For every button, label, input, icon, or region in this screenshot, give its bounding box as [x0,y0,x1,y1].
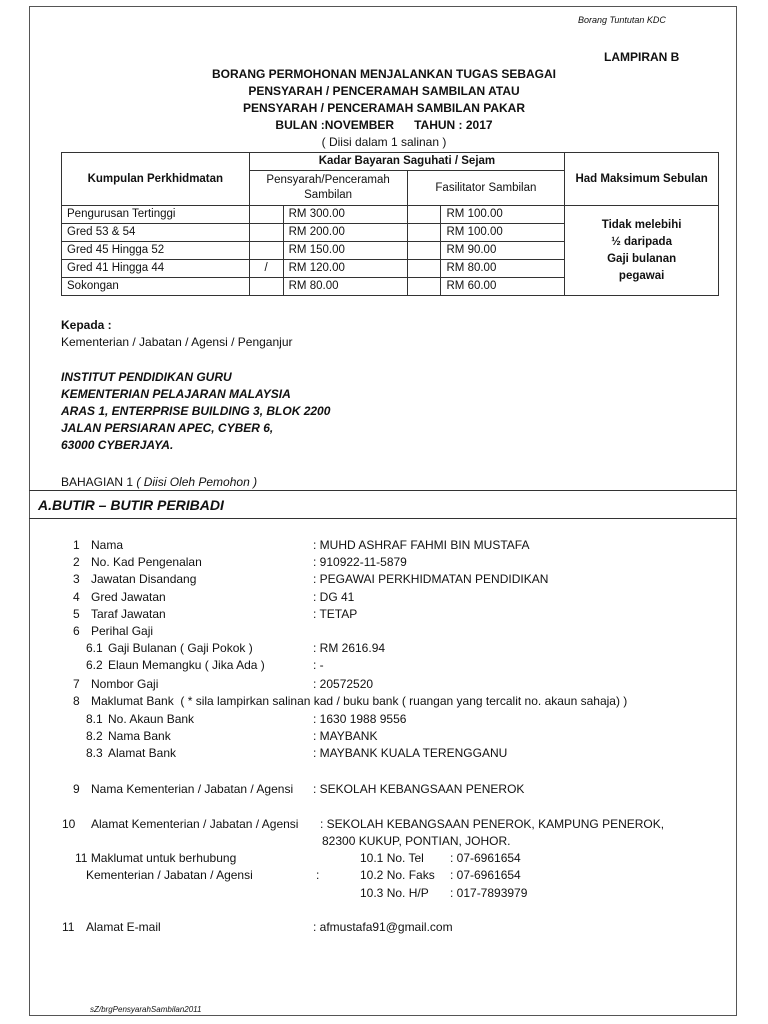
contact-item-label: No. Tel [386,851,424,865]
field-label: Gaji Bulanan ( Gaji Pokok ) [108,641,253,655]
lecturer-rate-cell: RM 150.00 [283,242,407,260]
contact-label-1: Maklumat untuk berhubung [90,851,237,865]
field-4 [73,590,166,604]
field-6 [73,624,154,638]
field-value: : MUHD ASHRAF FAHMI BIN MUSTAFA [313,538,530,552]
form-name: Borang Tuntutan KDC [578,15,666,25]
bahagian-text: BAHAGIAN 1 [61,475,137,489]
col-lecturer-header: Pensyarah/Penceramah Sambilan [249,171,407,206]
field-num: 6 [73,624,80,638]
field-value: : SEKOLAH KEBANGSAAN PENEROK, KAMPUNG PENEROK, [320,817,665,831]
field-num: 1 [73,538,80,552]
field-num: 7 [73,677,80,691]
contact-item-num: 10.3 [360,886,384,900]
field-value: : 1630 1988 9556 [313,712,407,726]
field-value: : 20572520 [313,677,374,691]
max-line-4: pegawai [618,269,665,282]
col-max-header: Had Maksimum Sebulan [565,153,719,206]
mark2-cell [407,224,441,242]
field-value: : DG 41 [313,590,355,604]
facilitator-rate-cell: RM 90.00 [441,242,565,260]
kepada-label: Kepada : [61,318,112,332]
field-label: No. Kad Pengenalan [91,555,202,569]
email-num: 11 [62,920,75,934]
address-line: INSTITUT PENDIDIKAN GURU [61,370,232,384]
contact-fax [360,868,521,882]
field-num: 6.1 [86,641,103,655]
field-value: : SEKOLAH KEBANGSAAN PENEROK [313,782,525,796]
bahagian-label [61,475,257,489]
field-label: No. Akaun Bank [108,712,195,726]
field-3 [73,572,197,586]
form-title [0,66,768,151]
address-line: JALAN PERSIARAN APEC, CYBER 6, [61,421,274,435]
contact-item-label: No. Faks [386,868,435,882]
field-8 [73,694,628,708]
contact-colon: : [316,868,320,882]
mark-cell [249,242,283,260]
table-row [62,206,719,224]
field-8-3 [86,746,177,760]
lecturer-rate-cell: RM 120.00 [283,260,407,278]
field-label: Jawatan Disandang [91,572,197,586]
contact-item-label: No. H/P [386,886,429,900]
title-line-3: PENSYARAH / PENCERAMAH SAMBILAN PAKAR [242,101,526,115]
field-9 [73,782,294,796]
field-num: 6.2 [86,658,103,672]
facilitator-rate-cell: RM 100.00 [441,206,565,224]
col-group-header: Kumpulan Perkhidmatan [62,153,250,206]
field-label: Maklumat Bank ( * sila lampirkan salinan kad / buku bank ( ruangan yang tercalit no. akaun sahaja) ) [91,694,628,708]
recipient-line: Kementerian / Jabatan / Agensi / Penganjur [61,335,293,349]
contact-item-value: : 07-6961654 [450,868,521,882]
mark-cell [249,278,283,296]
field-10 [62,817,299,831]
field-value: : 910922-11-5879 [313,555,407,569]
field-label: Taraf Jawatan [91,607,166,621]
field-num: 8.1 [86,712,103,726]
section-title: A.BUTIR – BUTIR PERIBADI [38,497,224,513]
max-line-2: ½ daripada [611,235,672,248]
field-7 [73,677,159,691]
field-1 [73,538,124,552]
email-value: : afmustafa91@gmail.com [313,920,453,934]
contact-item-value: : 07-6961654 [450,851,521,865]
field-num: 3 [73,572,80,586]
mark2-cell [407,206,441,224]
group-cell: Gred 41 Hingga 44 [62,260,250,278]
bahagian-note: ( Diisi Oleh Pemohon ) [136,475,258,489]
email-field [62,920,161,934]
field-num: 2 [73,555,80,569]
lecturer-rate-cell: RM 80.00 [283,278,407,296]
field-label: Gred Jawatan [91,590,166,604]
contact-tel [360,851,521,865]
field-label: Perihal Gaji [91,624,154,638]
mark2-cell [407,278,441,296]
address-line: 63000 CYBERJAYA. [61,438,174,452]
group-cell: Pengurusan Tertinggi [62,206,250,224]
mark2-cell [407,242,441,260]
footer-code: sZ/brgPensyarahSambilan2011 [90,1005,202,1014]
mark-cell [249,206,283,224]
field-8-1 [86,712,195,726]
title-line-2: PENSYARAH / PENCERAMAH SAMBILAN ATAU [248,84,520,98]
field-label: Nama Kementerian / Jabatan / Agensi [91,782,294,796]
field-value: : PEGAWAI PERKHIDMATAN PENDIDIKAN [313,572,549,586]
lecturer-rate-cell: RM 300.00 [283,206,407,224]
field-6-1 [86,641,253,655]
contact-label-2: Kementerian / Jabatan / Agensi [86,868,253,882]
mark-cell [249,224,283,242]
title-line-1: BORANG PERMOHONAN MENJALANKAN TUGAS SEBAGAI [211,67,556,81]
field-8-2 [86,729,171,743]
rates-table [61,152,719,296]
field-5 [73,607,166,621]
address-line: KEMENTERIAN PELAJARAN MALAYSIA [61,387,291,401]
email-label: Alamat E-mail [86,920,161,934]
mark-cell: / [249,260,283,278]
field-num: 8.3 [86,746,103,760]
field-label: Alamat Kementerian / Jabatan / Agensi [91,817,299,831]
field-value: : MAYBANK [313,729,378,743]
max-line-1: Tidak melebihi [601,218,682,231]
field-label: Nama Bank [108,729,171,743]
col-facilitator-header: Fasilitator Sambilan [407,171,565,206]
contact-label [75,851,236,865]
group-cell: Sokongan [62,278,250,296]
field-value-line-2: 82300 KUKUP, PONTIAN, JOHOR. [322,834,511,848]
field-num: 5 [73,607,80,621]
field-num: 4 [73,590,80,604]
facilitator-rate-cell: RM 60.00 [441,278,565,296]
field-label: Nama [91,538,124,552]
contact-num: 11 [75,851,88,865]
mark2-cell [407,260,441,278]
field-num: 9 [73,782,80,796]
max-line-3: Gaji bulanan [607,252,677,265]
title-line-4: BULAN :NOVEMBER TAHUN : 2017 [275,118,493,132]
lecturer-rate-cell: RM 200.00 [283,224,407,242]
section-rule-bottom [29,518,737,519]
field-label: Alamat Bank [108,746,177,760]
field-value: : MAYBANK KUALA TERENGGANU [313,746,508,760]
field-label: Nombor Gaji [91,677,159,691]
field-value: : - [313,658,324,672]
group-cell: Gred 53 & 54 [62,224,250,242]
facilitator-rate-cell: RM 80.00 [441,260,565,278]
field-value: : RM 2616.94 [313,641,386,655]
contact-item-num: 10.1 [360,851,384,865]
field-2 [73,555,202,569]
recipient-address [61,369,330,454]
field-6-2 [86,658,265,672]
contact-item-value: : 017-7893979 [450,886,528,900]
address-line: ARAS 1, ENTERPRISE BUILDING 3, BLOK 2200 [61,404,331,418]
rate-header: Kadar Bayaran Saguhati / Sejam [249,153,565,171]
field-num: 8.2 [86,729,103,743]
section-rule-top [29,490,737,491]
field-num: 10 [62,817,76,831]
group-cell: Gred 45 Hingga 52 [62,242,250,260]
contact-item-num: 10.2 [360,868,384,882]
field-value: : TETAP [313,607,358,621]
contact-hp [360,886,528,900]
lampiran-label: LAMPIRAN B [604,50,680,64]
copy-note: ( Diisi dalam 1 salinan ) [321,135,447,149]
field-num: 8 [73,694,80,708]
facilitator-rate-cell: RM 100.00 [441,224,565,242]
field-label: Elaun Memangku ( Jika Ada ) [108,658,265,672]
max-cell [565,206,719,296]
